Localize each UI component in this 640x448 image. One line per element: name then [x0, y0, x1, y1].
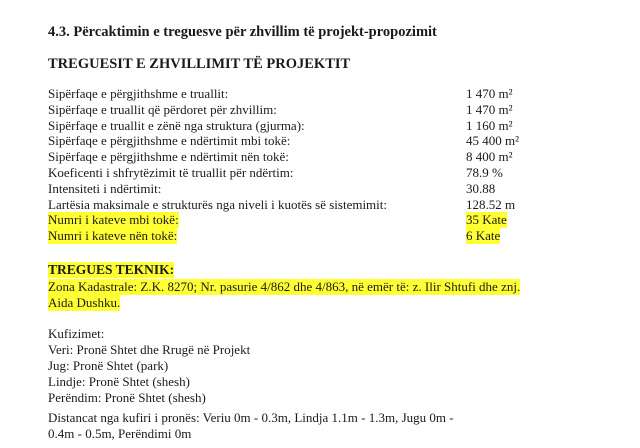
- distances-block: [48, 410, 454, 442]
- indicator-value: 6 Kate: [466, 228, 501, 244]
- indicator-label: Sipërfaqe e truallit e zënë nga struktura (gjurma):: [48, 117, 305, 133]
- indicator-row: [48, 181, 568, 197]
- indicator-label: Sipërfaqe e përgjithshme e truallit:: [48, 86, 229, 101]
- indicator-label: Lartësia maksimale e strukturës nga niveli i kuotës së sistemimit:: [48, 196, 388, 212]
- indicator-value: 35 Kate: [466, 212, 507, 228]
- indicator-label: Sipërfaqe e truallit që përdoret për zhvillim:: [48, 101, 277, 117]
- main-heading: TREGUESIT E ZHVILLIMIT TË PROJEKTIT: [48, 56, 351, 72]
- indicator-value: 30.88: [466, 180, 496, 196]
- indicator-value: 45 400 m²: [466, 133, 520, 149]
- indicator-label: Numri i kateve nën tokë:: [48, 228, 178, 244]
- indicator-row: [48, 197, 568, 213]
- indicator-value: 1 470 m²: [466, 101, 513, 117]
- indicator-row: [48, 212, 568, 228]
- indicator-value: 1 160 m²: [466, 117, 513, 133]
- indicator-row: [48, 86, 568, 102]
- indicator-value: 128.52 m: [466, 196, 516, 212]
- boundaries-title: Kufizimet:: [48, 326, 105, 341]
- indicator-row: [48, 102, 568, 118]
- indicator-label: Sipërfaqe e përgjithshme e ndërtimit nën tokë:: [48, 149, 289, 165]
- boundary-south: Jug: Pronë Shtet (park): [48, 358, 169, 373]
- indicator-label: Koeficenti i shfrytëzimit të truallit për ndërtim:: [48, 164, 294, 180]
- indicator-label: Sipërfaqe e përgjithshme e ndërtimit mbi tokë:: [48, 133, 291, 149]
- cadastral-zone-line-2: Aida Dushku.: [48, 295, 121, 310]
- indicator-row: [48, 149, 568, 165]
- distances-line-1: Distancat nga kufiri i pronës: Veriu 0m - 0.3m, Lindja 1.1m - 1.3m, Jugu 0m -: [48, 410, 454, 425]
- indicator-label: Numri i kateve mbi tokë:: [48, 212, 179, 228]
- boundary-north: Veri: Pronë Shtet dhe Rrugë në Projekt: [48, 342, 251, 357]
- indicator-value: 78.9 %: [466, 164, 503, 180]
- boundaries-block: [48, 326, 250, 406]
- indicator-row: [48, 133, 568, 149]
- technical-indicators-title: TREGUES TEKNIK:: [48, 262, 175, 277]
- indicator-value: 1 470 m²: [466, 86, 513, 101]
- indicator-row: [48, 165, 568, 181]
- indicators-list: [48, 86, 568, 244]
- boundary-west: Perëndim: Pronë Shtet (shesh): [48, 390, 206, 405]
- indicator-value: 8 400 m²: [466, 149, 513, 165]
- boundary-east: Lindje: Pronë Shtet (shesh): [48, 374, 190, 389]
- indicator-row: [48, 228, 568, 244]
- section-heading: 4.3. Përcaktimin e treguesve për zhvillim të projekt-propozimit: [48, 24, 437, 40]
- indicator-label: Intensiteti i ndërtimit:: [48, 180, 162, 196]
- indicator-row: [48, 118, 568, 134]
- distances-line-2: 0.4m - 0.5m, Perëndimi 0m: [48, 426, 192, 441]
- cadastral-zone-line-1: Zona Kadastrale: Z.K. 8270; Nr. pasurie 4/862 dhe 4/863, në emër të: z. Ilir Shtufi dhe znj.: [48, 279, 521, 294]
